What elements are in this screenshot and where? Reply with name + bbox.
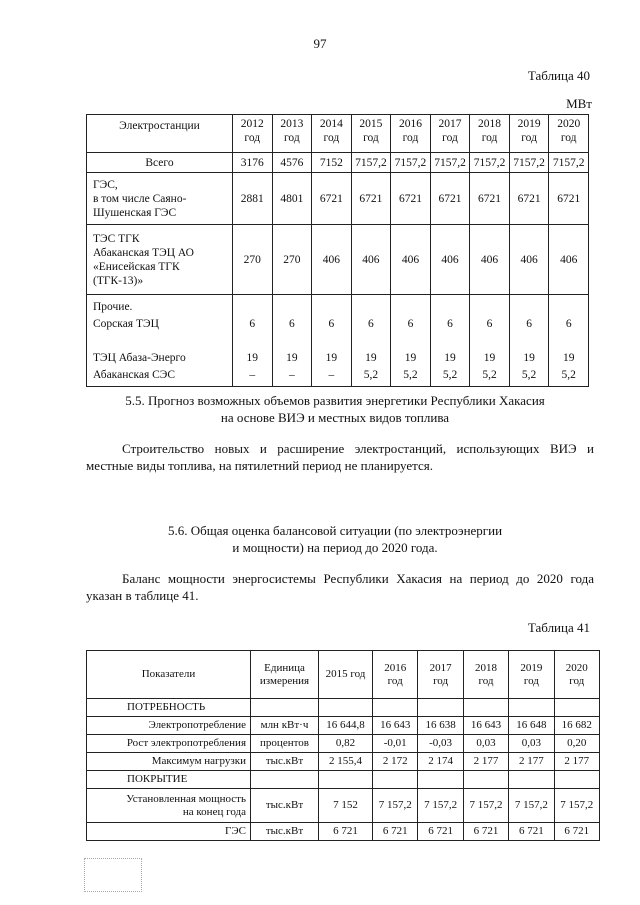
indicator-value: 16 643 bbox=[373, 717, 418, 735]
table-41-row bbox=[87, 823, 600, 841]
header-stations: Электростанции bbox=[87, 115, 233, 153]
header-year-2020: 2020 год bbox=[549, 115, 589, 153]
section-5-6-text: Баланс мощности энергосистемы Республики Хакасия на период до 2020 года указан в таблице 41. bbox=[86, 571, 594, 603]
header-cell: 2020 год bbox=[554, 651, 599, 699]
table-40-row bbox=[87, 153, 589, 173]
header-year-2018: 2018 год bbox=[470, 115, 510, 153]
empty-cell bbox=[251, 699, 319, 717]
empty-cell bbox=[373, 771, 418, 789]
indicator-name: ГЭС bbox=[87, 823, 251, 841]
empty-cell bbox=[319, 771, 373, 789]
station-value: 406 bbox=[430, 225, 470, 295]
table-40-row bbox=[87, 295, 589, 387]
indicator-value: 6 721 bbox=[509, 823, 554, 841]
indicator-unit: процентов bbox=[251, 735, 319, 753]
station-value: 406 bbox=[312, 225, 352, 295]
indicator-name: Рост электропотребления bbox=[87, 735, 251, 753]
indicator-value: 16 648 bbox=[509, 717, 554, 735]
empty-cell bbox=[251, 771, 319, 789]
indicator-value: 6 721 bbox=[554, 823, 599, 841]
station-value: 7157,2 bbox=[391, 153, 431, 173]
empty-cell bbox=[509, 771, 554, 789]
header-cell: 2015 год bbox=[319, 651, 373, 699]
station-value: 6721 bbox=[351, 173, 391, 225]
station-value: 6 19 5,2 bbox=[351, 295, 391, 387]
section-cover: ПОКРЫТИЕ bbox=[87, 771, 251, 789]
station-value: 7157,2 bbox=[509, 153, 549, 173]
table-40 bbox=[86, 114, 589, 387]
table-41-row bbox=[87, 735, 600, 753]
header-cell: 2019 год bbox=[509, 651, 554, 699]
indicator-value: 16 644,8 bbox=[319, 717, 373, 735]
section-5-5-heading bbox=[90, 392, 580, 426]
station-value: 270 bbox=[272, 225, 312, 295]
empty-cell bbox=[418, 771, 463, 789]
indicator-unit: тыс.кВт bbox=[251, 753, 319, 771]
station-name: Всего bbox=[87, 153, 233, 173]
section-need-row bbox=[87, 699, 600, 717]
station-value: 6721 bbox=[430, 173, 470, 225]
indicator-value: 6 721 bbox=[418, 823, 463, 841]
station-value: 406 bbox=[509, 225, 549, 295]
station-value: 6 19 5,2 bbox=[470, 295, 510, 387]
table-40-header-row bbox=[87, 115, 589, 153]
station-name: ГЭС, в том числе Саяно-Шушенская ГЭС bbox=[87, 173, 233, 225]
empty-cell bbox=[463, 771, 508, 789]
indicator-value: -0,01 bbox=[373, 735, 418, 753]
indicator-value: 0,03 bbox=[463, 735, 508, 753]
header-cell: 2016 год bbox=[373, 651, 418, 699]
indicator-value: 0,03 bbox=[509, 735, 554, 753]
indicator-value: 7 157,2 bbox=[463, 789, 508, 823]
station-value: 6721 bbox=[549, 173, 589, 225]
indicator-value: 7 152 bbox=[319, 789, 373, 823]
empty-cell bbox=[373, 699, 418, 717]
section-cover-row bbox=[87, 771, 600, 789]
table-41-header-row bbox=[87, 651, 600, 699]
table-40-unit: МВт bbox=[566, 96, 592, 111]
indicator-value: 2 155,4 bbox=[319, 753, 373, 771]
registration-stamp bbox=[84, 858, 142, 892]
indicator-value: 7 157,2 bbox=[509, 789, 554, 823]
indicator-value: 2 177 bbox=[463, 753, 508, 771]
station-value: 406 bbox=[549, 225, 589, 295]
empty-cell bbox=[554, 771, 599, 789]
section-5-5-heading-text: 5.5. Прогноз возможных объемов развития энергетики Республики Хакасия на основе ВИЭ и местных видов топлива bbox=[125, 393, 545, 425]
empty-cell bbox=[418, 699, 463, 717]
station-value: 4801 bbox=[272, 173, 312, 225]
station-value: 406 bbox=[391, 225, 431, 295]
header-cell: 2018 год bbox=[463, 651, 508, 699]
section-5-5-paragraph bbox=[86, 440, 594, 474]
indicator-value: 2 177 bbox=[509, 753, 554, 771]
table-41-row bbox=[87, 789, 600, 823]
empty-cell bbox=[554, 699, 599, 717]
indicator-value: 16 682 bbox=[554, 717, 599, 735]
table-41-row bbox=[87, 717, 600, 735]
station-value: 406 bbox=[470, 225, 510, 295]
indicator-value: 6 721 bbox=[319, 823, 373, 841]
table-40-caption: Таблица 40 bbox=[527, 68, 590, 83]
header-year-2019: 2019 год bbox=[509, 115, 549, 153]
header-year-2017: 2017 год bbox=[430, 115, 470, 153]
indicator-value: 2 177 bbox=[554, 753, 599, 771]
indicator-unit: тыс.кВт bbox=[251, 823, 319, 841]
indicator-value: 2 174 bbox=[418, 753, 463, 771]
station-name: ТЭС ТГК Абаканская ТЭЦ АО «Енисейская ТГК (ТГК-13)» bbox=[87, 225, 233, 295]
station-value: 406 bbox=[351, 225, 391, 295]
station-value: 6 19 – bbox=[312, 295, 352, 387]
section-5-5-text: Строительство новых и расширение электростанций, использующих ВИЭ и местные виды топлива, на пятилетний период не планируется. bbox=[86, 441, 594, 473]
station-value: 7152 bbox=[312, 153, 352, 173]
station-value: 7157,2 bbox=[470, 153, 510, 173]
indicator-value: 7 157,2 bbox=[373, 789, 418, 823]
header-cell: Показатели bbox=[87, 651, 251, 699]
table-41-caption: Таблица 41 bbox=[527, 620, 590, 635]
station-value: 7157,2 bbox=[430, 153, 470, 173]
station-value: 270 bbox=[233, 225, 273, 295]
page-number: 97 bbox=[313, 36, 327, 51]
header-cell: 2017 год bbox=[418, 651, 463, 699]
indicator-unit: тыс.кВт bbox=[251, 789, 319, 823]
table-40-row bbox=[87, 173, 589, 225]
station-value: 6 19 5,2 bbox=[549, 295, 589, 387]
station-value: 6 19 – bbox=[233, 295, 273, 387]
indicator-name: Максимум нагрузки bbox=[87, 753, 251, 771]
indicator-name: Электропотребление bbox=[87, 717, 251, 735]
section-5-6-heading-text: 5.6. Общая оценка балансовой ситуации (по электроэнергии и мощности) на период до 2020 года. bbox=[167, 523, 503, 555]
header-year-2014: 2014 год bbox=[312, 115, 352, 153]
station-value: 6 19 5,2 bbox=[430, 295, 470, 387]
station-value: 7157,2 bbox=[351, 153, 391, 173]
indicator-unit: млн кВт·ч bbox=[251, 717, 319, 735]
indicator-value: 6 721 bbox=[373, 823, 418, 841]
station-value: 6721 bbox=[391, 173, 431, 225]
indicator-value: 16 643 bbox=[463, 717, 508, 735]
indicator-value: 16 638 bbox=[418, 717, 463, 735]
section-need: ПОТРЕБНОСТЬ bbox=[87, 699, 251, 717]
station-value: 6721 bbox=[509, 173, 549, 225]
station-value: 6721 bbox=[470, 173, 510, 225]
empty-cell bbox=[509, 699, 554, 717]
station-value: 6 19 – bbox=[272, 295, 312, 387]
indicator-value: 7 157,2 bbox=[418, 789, 463, 823]
empty-cell bbox=[463, 699, 508, 717]
header-year-2015: 2015 год bbox=[351, 115, 391, 153]
empty-cell bbox=[319, 699, 373, 717]
indicator-value: 0,82 bbox=[319, 735, 373, 753]
table-40-row bbox=[87, 225, 589, 295]
indicator-value: 2 172 bbox=[373, 753, 418, 771]
header-year-2016: 2016 год bbox=[391, 115, 431, 153]
indicator-name: Установленная мощность на конец года bbox=[87, 789, 251, 823]
station-value: 6721 bbox=[312, 173, 352, 225]
station-value: 2881 bbox=[233, 173, 273, 225]
header-year-2012: 2012 год bbox=[233, 115, 273, 153]
table-41 bbox=[86, 650, 600, 841]
indicator-value: -0,03 bbox=[418, 735, 463, 753]
indicator-value: 6 721 bbox=[463, 823, 508, 841]
station-value: 3176 bbox=[233, 153, 273, 173]
station-value: 7157,2 bbox=[549, 153, 589, 173]
table-41-row bbox=[87, 753, 600, 771]
section-5-6-heading bbox=[90, 522, 580, 556]
station-name: Прочие. Сорская ТЭЦ ТЭЦ Абаза-Энерго Абаканская СЭС bbox=[87, 295, 233, 387]
indicator-value: 0,20 bbox=[554, 735, 599, 753]
indicator-value: 7 157,2 bbox=[554, 789, 599, 823]
station-value: 6 19 5,2 bbox=[509, 295, 549, 387]
station-value: 6 19 5,2 bbox=[391, 295, 431, 387]
header-cell: Единица измерения bbox=[251, 651, 319, 699]
header-year-2013: 2013 год bbox=[272, 115, 312, 153]
section-5-6-paragraph bbox=[86, 570, 594, 604]
station-value: 4576 bbox=[272, 153, 312, 173]
